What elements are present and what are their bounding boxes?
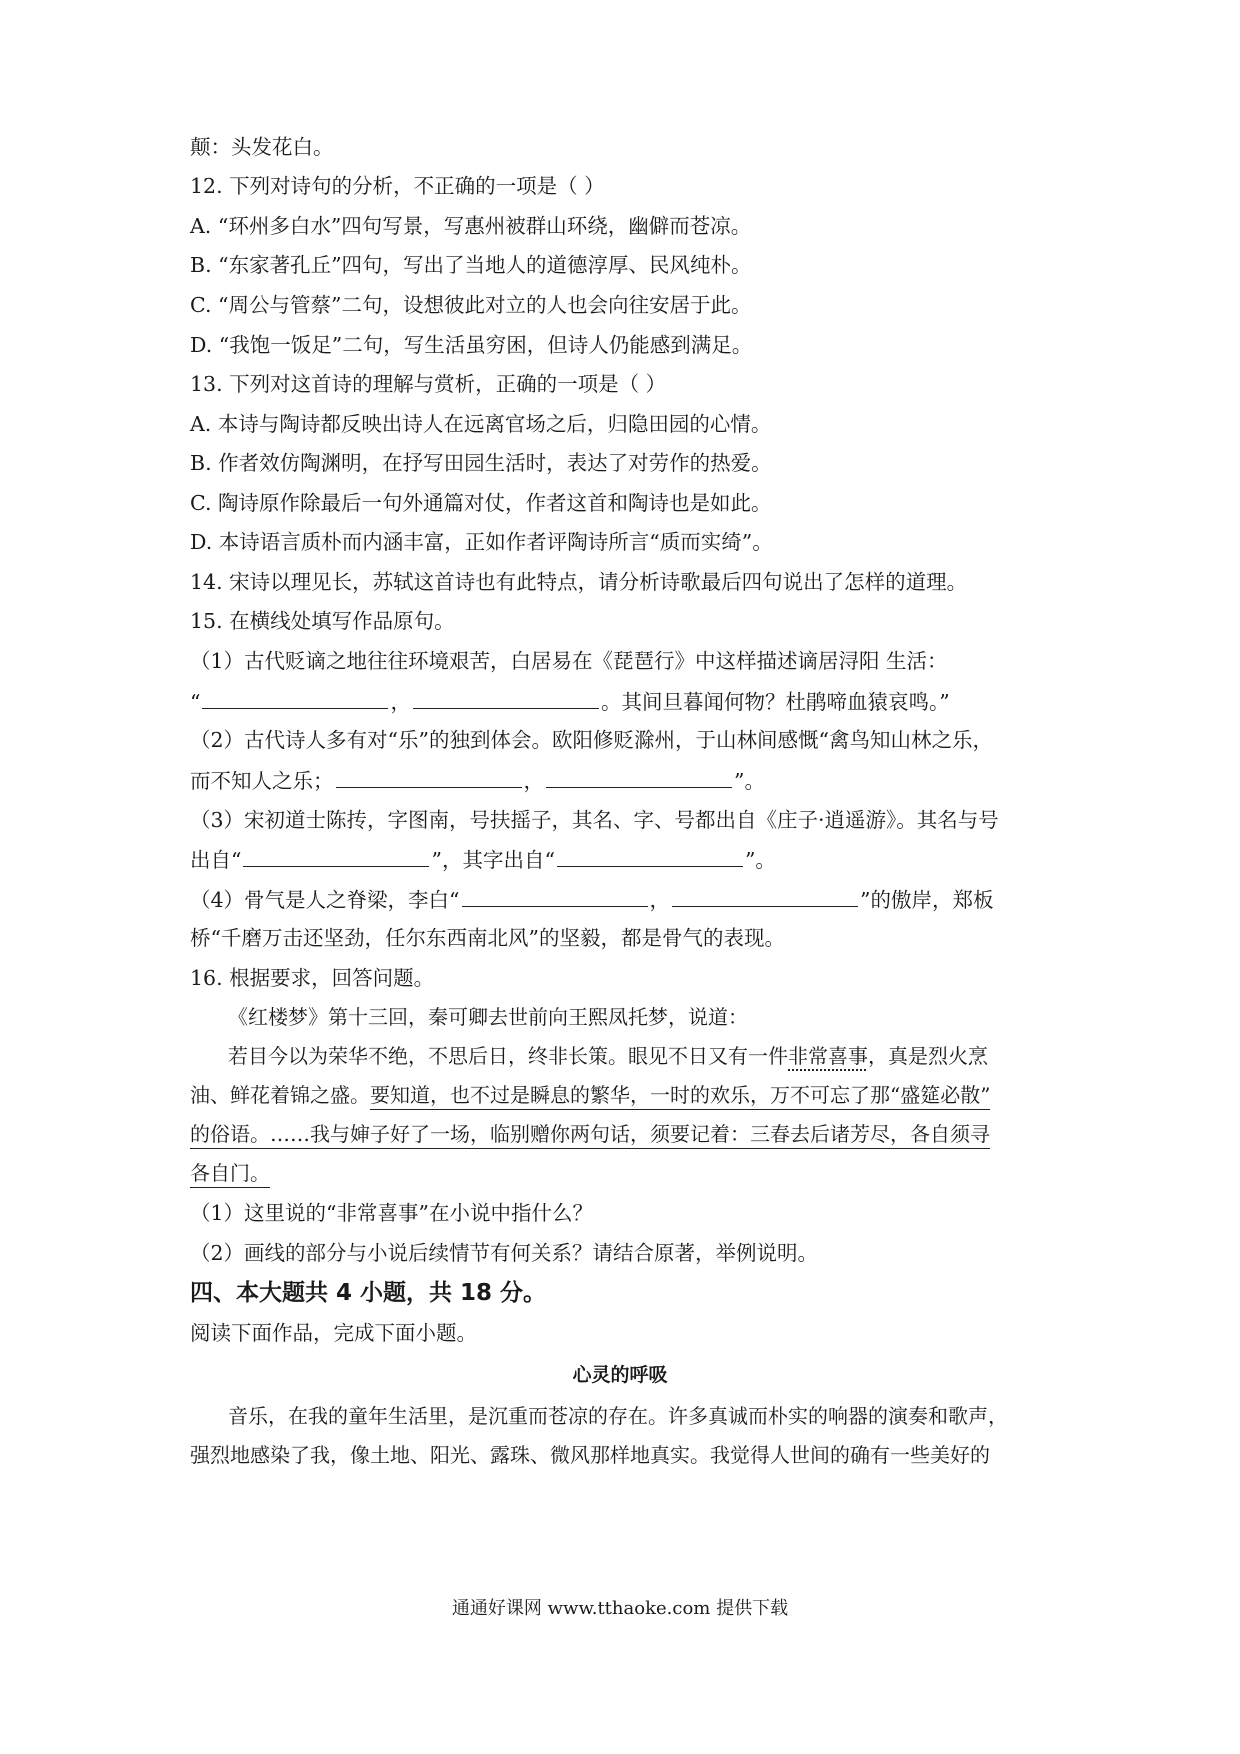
text-segment: 若目今以为荣华不绝，不思后日，终非长策。眼见不日又有一件	[228, 1044, 788, 1068]
comma: ，	[390, 690, 411, 714]
emphasis-text: 非常喜事	[788, 1044, 868, 1068]
page-footer: 通通好课网 www.tthaoke.com 提供下载	[451, 1598, 789, 1619]
underlined-text: 要知道，也不过是瞬息的繁华，一时的欢乐，万不可忘了那“盛筵必散”	[370, 1083, 990, 1110]
article-title: 心灵的呼吸	[572, 1364, 668, 1386]
article-paragraph: 强烈地感染了我，像土地、阳光、露珠、微风那样地真实。我觉得人世间的确有一些美好的	[190, 1443, 990, 1467]
article-paragraph: 音乐，在我的童年生活里，是沉重而苍凉的存在。许多真诚而朴实的响器的演奏和歌声，	[228, 1404, 1008, 1428]
quote-close: ”。	[734, 769, 765, 793]
passage-line	[228, 1041, 1108, 1071]
q12-option-c: C. “周公与管蔡”二句，设想彼此对立的人也会向往安居于此。	[190, 293, 752, 317]
question-12: 12. 下列对诗句的分析，不正确的一项是（ ）	[190, 174, 605, 198]
text-segment: ，真是烈火烹	[868, 1044, 988, 1068]
q15-part-2-blanks	[190, 765, 1070, 796]
fill-blank[interactable]	[546, 765, 732, 788]
text-segment: ”，其字出自“	[431, 848, 555, 872]
q13-option-c: C. 陶诗原作除最后一句外通篇对仗，作者这首和陶诗也是如此。	[190, 491, 772, 515]
q12-option-a: A. “环州多白水”四句写景，写惠州被群山环绕，幽僻而苍凉。	[190, 214, 752, 238]
fill-blank[interactable]	[462, 884, 648, 907]
fill-blank[interactable]	[557, 844, 743, 867]
q16-part-2: （2）画线的部分与小说后续情节有何关系？请结合原著，举例说明。	[190, 1241, 819, 1265]
q13-option-a: A. 本诗与陶诗都反映出诗人在远离官场之后，归隐田园的心情。	[190, 412, 772, 436]
quote-close: ”。	[744, 848, 776, 872]
fill-blank[interactable]	[672, 884, 858, 907]
comma: ，	[523, 769, 544, 793]
passage-line	[190, 1119, 1070, 1149]
q12-option-b: B. “东家著孔丘”四句，写出了当地人的道德淳厚、民风纯朴。	[190, 253, 752, 277]
q16-part-1: （1）这里说的“非常喜事”在小说中指什么？	[190, 1201, 594, 1225]
fill-blank[interactable]	[413, 686, 599, 709]
text-segment: 出自“	[190, 848, 242, 872]
q13-option-d: D. 本诗语言质朴而内涵丰富，正如作者评陶诗所言“质而实绮”。	[190, 530, 773, 554]
question-13: 13. 下列对这首诗的理解与赏析，正确的一项是（ ）	[190, 372, 667, 396]
quote-open: “	[190, 690, 201, 714]
q15-part-3: （3）宋初道士陈抟，字图南，号扶摇子，其名、字、号都出自《庄子·逍遥游》。其名与号	[190, 808, 999, 832]
q15-part-4-blanks	[190, 884, 1070, 915]
text-segment: （4）骨气是人之脊梁，李白“	[190, 888, 460, 912]
q13-option-b: B. 作者效仿陶渊明，在抒写田园生活时，表达了对劳作的热爱。	[190, 451, 772, 475]
fill-blank[interactable]	[202, 686, 388, 709]
question-14: 14. 宋诗以理见长，苏轼这首诗也有此特点，请分析诗歌最后四句说出了怎样的道理。	[190, 570, 968, 594]
reading-instruction: 阅读下面作品，完成下面小题。	[190, 1321, 477, 1345]
text-segment: ”的傲岸，郑板	[860, 888, 994, 912]
q15-part-4: 桥“千磨万击还坚劲，任尔东西南北风”的坚毅，都是骨气的表现。	[190, 926, 785, 950]
passage-intro: 《红楼梦》第十三回，秦可卿去世前向王熙凤托梦，说道：	[228, 1005, 748, 1029]
question-15: 15. 在横线处填写作品原句。	[190, 609, 455, 633]
q15-part-3-blanks	[190, 844, 1070, 875]
q15-part-1: （1）古代贬谪之地往往环境艰苦，白居易在《琵琶行》中这样描述谪居浔阳 生活：	[190, 649, 948, 673]
underlined-text: 各自门。	[190, 1161, 270, 1188]
fill-blank[interactable]	[243, 844, 429, 867]
q12-option-d: D. “我饱一饭足”二句，写生活虽穷困，但诗人仍能感到满足。	[190, 333, 753, 357]
underlined-text: 的俗语。……我与婶子好了一场，临别赠你两句话，须要记着：三春去后诸芳尽，各自须寻	[190, 1122, 990, 1149]
comma: ，	[649, 888, 671, 912]
fill-blank[interactable]	[336, 765, 522, 788]
text-segment: 油、鲜花着锦之盛。	[190, 1083, 370, 1107]
q15-part-1-blanks	[190, 686, 1070, 717]
passage-line	[190, 1080, 1070, 1110]
section-heading: 四、本大题共 4 小题，共 18 分。	[190, 1280, 547, 1306]
question-16: 16. 根据要求，回答问题。	[190, 966, 435, 990]
note-line: 颠：头发花白。	[190, 135, 334, 159]
q15-part-2: （2）古代诗人多有对“乐”的独到体会。欧阳修贬滁州，于山林间感慨“禽鸟知山林之乐，	[190, 728, 993, 752]
text-segment: 而不知人之乐；	[190, 769, 334, 793]
passage-line	[190, 1158, 1070, 1188]
quote-tail: 。其间旦暮闻何物？杜鹃啼血猿哀鸣。”	[600, 690, 950, 714]
